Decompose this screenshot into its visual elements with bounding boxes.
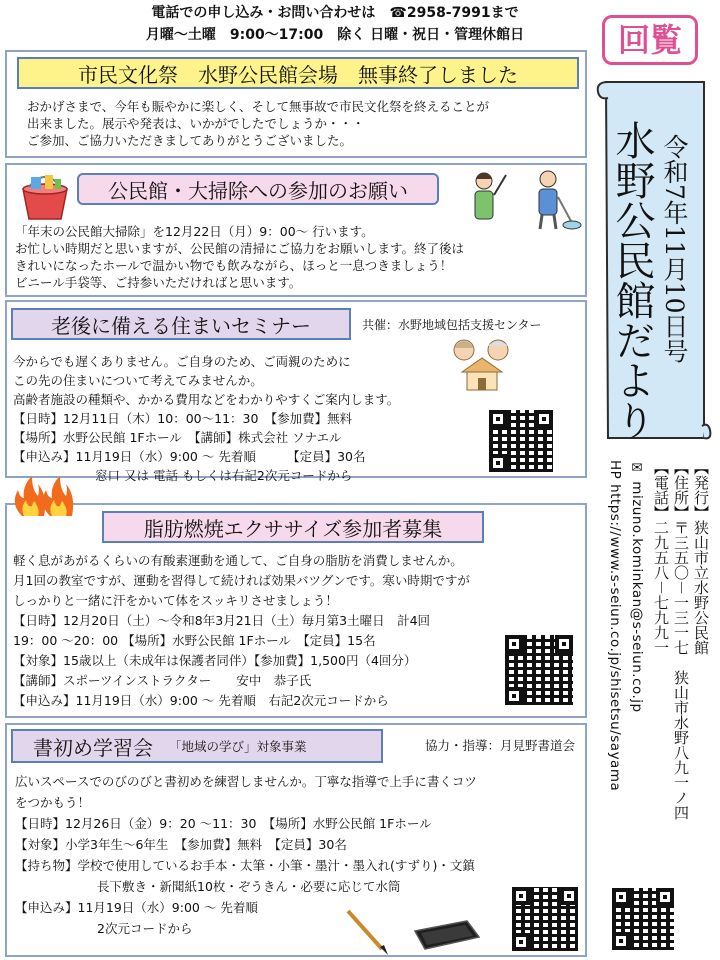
email-line[interactable]: ✉ mizuno.kominkan@s-seiun.co.jp bbox=[629, 460, 645, 713]
housing-line: 窓口 又は 電話 もしくは右記2次元コードから bbox=[95, 468, 353, 483]
calligraphy-line: 【申込み】11月19日（水）9:00 ～ 先着順 bbox=[15, 900, 258, 915]
exercise-title: 脂肪燃焼エクササイズ参加者募集 bbox=[143, 516, 443, 541]
calligraphy-line: 広いスペースでのびのびと書初めを練習しませんか。丁寧な指導で上手に書くコツ bbox=[15, 774, 477, 789]
issue-date: 令和7年11月10日号 bbox=[660, 134, 689, 364]
housing-line: 【場所】水野公民館 1Fホール 【講師】株式会社 ソナエル bbox=[13, 430, 342, 445]
festival-line: 出来ました。展示や発表は、いかがでしたでしょうか・・・ bbox=[27, 116, 365, 131]
festival-line: ご参加、ご協力いただきましてありがとうございました。 bbox=[27, 133, 353, 148]
calligraphy-title: 書初め学習会 bbox=[33, 735, 153, 760]
housing-panel bbox=[5, 300, 587, 483]
fire-icon bbox=[10, 476, 80, 516]
festival-panel bbox=[5, 50, 587, 158]
contact-hours-line: 月曜～土曜 9:00～17:00 除く 日曜・祝日・管理休館日 bbox=[145, 27, 525, 43]
cleaning-title: 公民館・大掃除への参加のお願い bbox=[108, 178, 408, 203]
contact-phone-line: 電話での申し込み・お問い合わせは ☎2958-7991まで bbox=[151, 5, 519, 21]
exercise-body bbox=[13, 551, 470, 711]
cleaning-people-illustration bbox=[462, 167, 582, 231]
calligraphy-line: をつかもう！ bbox=[15, 795, 91, 810]
exercise-line: 【日時】12月20日（土）～令和8年3月21日（土）毎月第3土曜日 計4回 bbox=[13, 613, 431, 628]
exercise-title-banner bbox=[102, 511, 484, 543]
exercise-qr-code[interactable] bbox=[505, 635, 573, 705]
calligraphy-qr-code[interactable] bbox=[512, 887, 578, 951]
housing-body bbox=[13, 352, 399, 485]
exercise-line: 軽く息があがるくらいの有酸素運動を通して、ご自身の脂肪を消費しませんか。 bbox=[13, 553, 463, 568]
newsletter-scroll bbox=[594, 78, 712, 448]
cleaning-body bbox=[15, 223, 464, 291]
calligraphy-line: 長下敷き・新聞紙10枚・ぞうきん・必要に応じて水筒 bbox=[97, 879, 401, 894]
calligraphy-panel bbox=[5, 723, 587, 957]
exercise-line: しっかりと一緒に汗をかいて体をスッキリさせましょう！ bbox=[13, 593, 338, 608]
housing-line: 高齢者施設の種類や、かかる費用などをわかりやすくご案内します。 bbox=[13, 392, 400, 407]
cleaning-line: ビニール手袋等、ご持参いただければと思います。 bbox=[15, 275, 302, 290]
housing-line: 【申込み】11月19日（水）9:00 ～ 先着順 【定員】30名 bbox=[13, 449, 366, 464]
housing-line: 今からでも遅くありません。ご自身のため、ご両親のために bbox=[13, 354, 351, 369]
festival-body bbox=[27, 98, 489, 149]
brush-icon bbox=[342, 907, 392, 957]
housing-title: 老後に備える住まいセミナー bbox=[51, 313, 311, 338]
calligraphy-subtitle: 「地域の学び」対象事業 bbox=[169, 739, 307, 754]
phone-line: 【電話】二九五八－七九九一 bbox=[652, 460, 670, 656]
cleaning-bucket-illustration bbox=[15, 169, 75, 221]
newsletter-title: 水野公民館だより bbox=[609, 120, 655, 440]
exercise-panel bbox=[5, 503, 587, 718]
cleaning-panel bbox=[5, 163, 587, 297]
exercise-line: 【講師】スポーツインストラクター 安中 恭子氏 bbox=[13, 673, 312, 688]
homepage-line[interactable]: HP https://www.s-seiun.co.jp/shisetsu/sayama bbox=[607, 460, 623, 792]
cleaning-title-banner bbox=[77, 173, 439, 205]
exercise-line: 【対象】15歳以上（未成年は保護者同伴）【参加費】1,500円（4回分） bbox=[13, 653, 417, 668]
calligraphy-line: 2次元コードから bbox=[97, 921, 193, 936]
address-line: 【住所】〒三五〇－一三一七 狭山市水野八九一ノ四 bbox=[672, 460, 690, 821]
calligraphy-title-banner bbox=[11, 729, 383, 763]
calligraphy-body bbox=[15, 771, 477, 939]
festival-title: 市民文化祭 水野公民館会場 無事終了しました bbox=[78, 62, 518, 87]
housing-family-illustration bbox=[442, 336, 522, 394]
calligraphy-guidance: 協力・指導：月見野書道会 bbox=[425, 738, 576, 753]
exercise-line: 【申込み】11月19日（水）9:00 ～ 先着順 右記2次元コードから bbox=[13, 693, 389, 708]
housing-cosponsor: 共催：水野地域包括支援センター bbox=[362, 318, 542, 332]
festival-line: おかげさまで、今年も賑やかに楽しく、そして無事故で市民文化祭を終えることが bbox=[27, 99, 490, 114]
housing-title-banner bbox=[11, 308, 351, 340]
homepage-qr-code[interactable] bbox=[612, 888, 674, 950]
exercise-line: 月1回の教室ですが、運動を習得して続ければ効果バツグンです。寒い時期ですが bbox=[13, 573, 470, 588]
inkstone-icon bbox=[407, 915, 483, 955]
cleaning-line: お忙しい時期だと思いますが、公民館の清掃にご協力をお願いします。終了後は bbox=[15, 241, 465, 256]
housing-line: 【日時】12月11日（木）10：00～11：30 【参加費】無料 bbox=[13, 411, 353, 426]
calligraphy-line: 【日時】12月26日（金）9：20 ～11：30 【場所】水野公民館 1Fホール bbox=[15, 816, 432, 831]
publisher-line: 【発行】狭山市立水野公民館 bbox=[692, 460, 710, 655]
housing-line: この先の住まいについて考えてみませんか。 bbox=[13, 373, 263, 388]
festival-title-banner bbox=[17, 57, 579, 89]
cleaning-line: 「年末の公民館大掃除」を12月22日（月）9：00～ 行います。 bbox=[15, 224, 374, 239]
housing-qr-code[interactable] bbox=[489, 410, 553, 472]
calligraphy-line: 【対象】小学3年生～6年生 【参加費】無料 【定員】30名 bbox=[15, 837, 347, 852]
circulation-badge: 回覧 bbox=[602, 15, 698, 65]
calligraphy-line: 【持ち物】学校で使用しているお手本・太筆・小筆・墨汁・墨入れ(すずり)・文鎮 bbox=[15, 858, 475, 873]
exercise-line: 19：00 ～20：00 【場所】水野公民館 1Fホール 【定員】15名 bbox=[13, 633, 376, 648]
cleaning-line: きれいになったホールで温かい物でも飲みながら、ほっと一息つきましょう！ bbox=[15, 258, 453, 273]
contact-header bbox=[80, 2, 590, 46]
